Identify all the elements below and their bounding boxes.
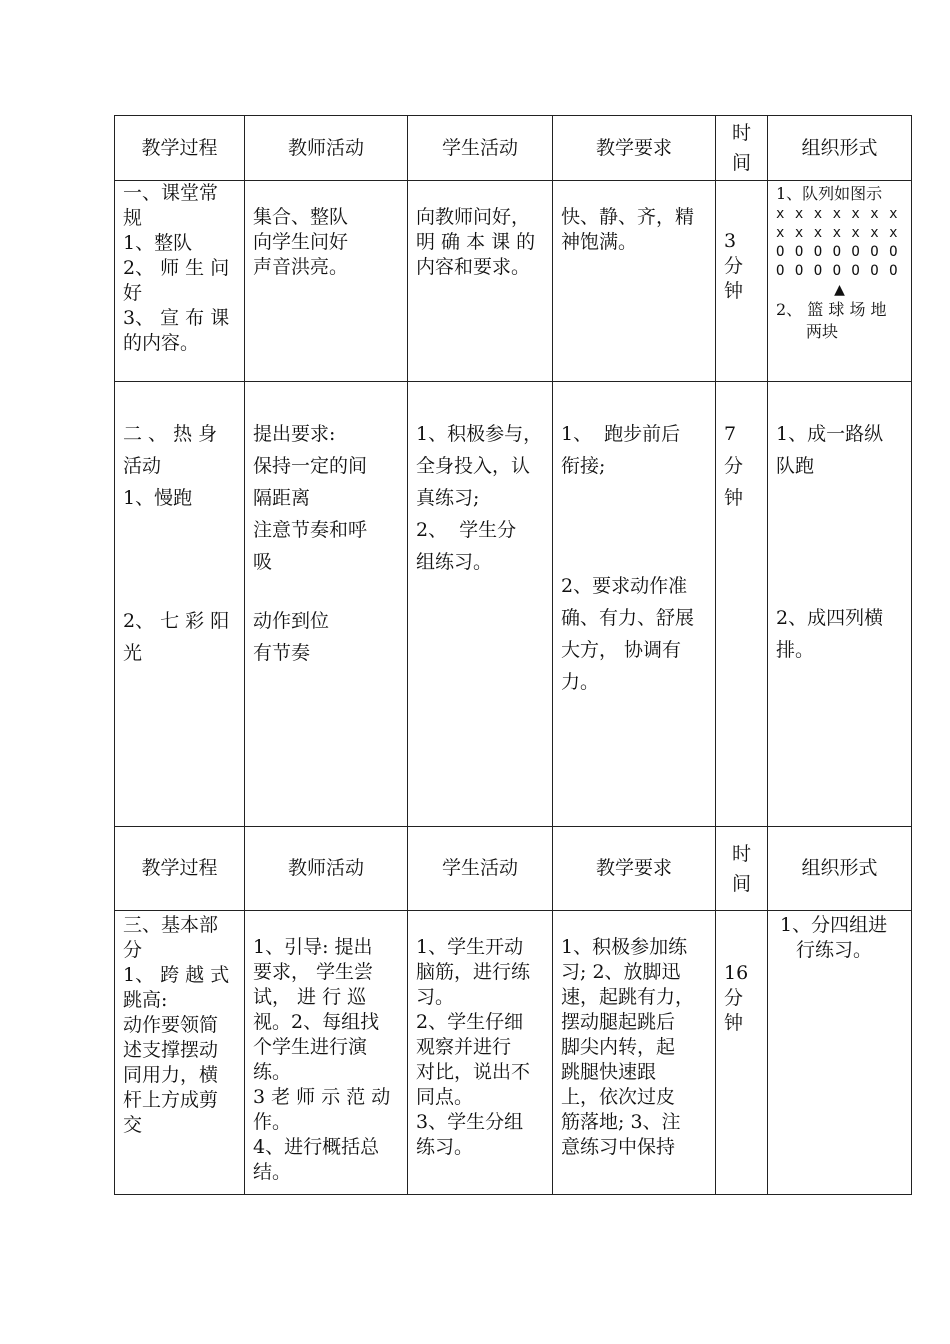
header-requirement: 教学要求 <box>553 827 716 911</box>
section3-process: 三、基本部 分 1、 跨 越 式 跳高: 动作要领简 述支撑摆动 同用力，横 杆上方成剪 交 <box>115 911 245 1195</box>
section3-row <box>115 911 912 1195</box>
section1-requirement: 快、静、齐，精 神饱满。 <box>553 181 716 382</box>
section3-student: 1、学生开动 脑筋，进行练 习。 2、学生仔细 观察并进行 对比，说出不 同点。 3、学生分组 练习。 <box>408 911 553 1195</box>
section1-organization: 1、队列如图示 x x x x x x x x x x x x x x O O O O O O O O O O O O O O ▲ 2、 篮 球 场 地 两块 <box>768 181 912 382</box>
header-teacher: 教师活动 <box>245 827 408 911</box>
header-time: 时 间 <box>716 116 768 181</box>
header-row-repeat <box>115 827 912 911</box>
section2-requirement: 1、 跑步前后 衔接; 2、要求动作准 确、有力、舒展 大方， 协调有 力。 <box>553 382 716 827</box>
lesson-plan-table <box>114 115 912 1195</box>
section1-student: 向教师问好， 明 确 本 课 的 内容和要求。 <box>408 181 553 382</box>
formation-row-2: x x x x x x x <box>776 225 899 241</box>
teacher-position-icon: ▲ <box>834 282 845 298</box>
section3-time: 16 分 钟 <box>716 911 768 1195</box>
header-student: 学生活动 <box>408 116 553 181</box>
header-teacher: 教师活动 <box>245 116 408 181</box>
formation-row-1: x x x x x x x <box>776 206 899 222</box>
formation-row-3: O O O O O O O <box>776 244 899 260</box>
section3-teacher: 1、引导: 提出 要求， 学生尝 试， 进 行 巡 视。2、每组找 个学生进行演 练。 3 老 师 示 范 动 作。 4、进行概括总 结。 <box>245 911 408 1195</box>
header-student: 学生活动 <box>408 827 553 911</box>
header-organization: 组织形式 <box>768 116 912 181</box>
section1-row <box>115 181 912 382</box>
section3-organization: 1、分四组进 行练习。 <box>768 911 912 1195</box>
section2-row <box>115 382 912 827</box>
header-requirement: 教学要求 <box>553 116 716 181</box>
header-process: 教学过程 <box>115 116 245 181</box>
section1-time: 3 分 钟 <box>716 181 768 382</box>
header-row <box>115 116 912 181</box>
section3-requirement: 1、积极参加练 习; 2、放脚迅 速，起跳有力， 摆动腿起跳后 脚尖内转，起 跳腿快速跟 上，依次过皮 筋落地; 3、注 意练习中保持 <box>553 911 716 1195</box>
section2-student: 1、积极参与， 全身投入，认 真练习; 2、 学生分 组练习。 <box>408 382 553 827</box>
header-time: 时 间 <box>716 827 768 911</box>
formation-row-4: O O O O O O O <box>776 263 899 279</box>
header-organization: 组织形式 <box>768 827 912 911</box>
section2-process: 二 、 热 身 活动 1、慢跑 2、 七 彩 阳 光 <box>115 382 245 827</box>
section2-organization: 1、成一路纵 队跑 2、成四列横 排。 <box>768 382 912 827</box>
section1-process: 一、课堂常 规 1、整队 2、 师 生 问 好 3、 宣 布 课 的内容。 <box>115 181 245 382</box>
section2-teacher: 提出要求: 保持一定的间 隔距离 注意节奏和呼 吸 动作到位 有节奏 <box>245 382 408 827</box>
section1-teacher: 集合、整队 向学生问好 声音洪亮。 <box>245 181 408 382</box>
section2-time: 7 分 钟 <box>716 382 768 827</box>
header-process: 教学过程 <box>115 827 245 911</box>
